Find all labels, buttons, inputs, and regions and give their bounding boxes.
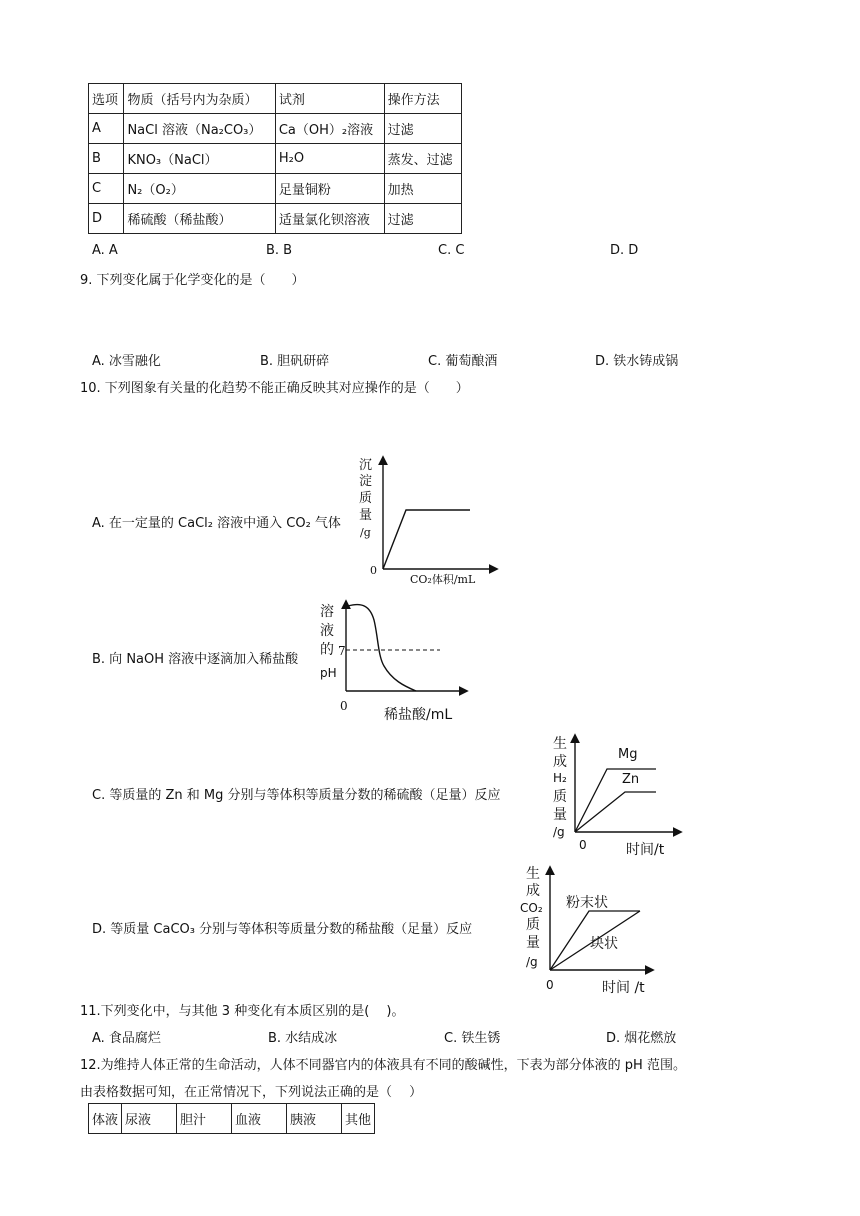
table-row <box>89 84 462 114</box>
table-header-cell: 选项 <box>89 84 124 114</box>
graph-b-origin: 0 <box>340 699 348 713</box>
graph-b-tick-7: 7 <box>338 644 346 658</box>
q9-option-a[interactable]: A. 冰雪融化 <box>92 354 161 369</box>
q8-option-b[interactable]: B. B <box>266 243 293 258</box>
graph-c-origin: 0 <box>579 838 587 852</box>
graph-d-ylabel-6: /g <box>526 955 538 969</box>
graph-b-ylabel-4: pH <box>320 666 337 680</box>
q12-table <box>88 1103 375 1134</box>
table-header-cell: 试剂 <box>275 84 384 114</box>
graph-a-ylabel-3: 质 <box>359 491 373 506</box>
graph-c-ylabel-1: 生 <box>553 736 567 752</box>
q9-option-d[interactable]: D. 铁水铸成锅 <box>595 354 679 369</box>
table-cell: 稀硫酸（稀盐酸） <box>124 204 275 234</box>
table-cell: B <box>89 144 124 174</box>
graph-d-ylabel-5: 量 <box>526 935 540 951</box>
graph-a-ylabel-unit: /g <box>360 526 371 539</box>
table-header-cell: 其他 <box>342 1104 375 1134</box>
table-row <box>89 144 462 174</box>
q10-option-d[interactable]: D. 等质量 CaCO₃ 分别与等体积等质量分数的稀盐酸（足量）反应 <box>92 922 473 937</box>
table-cell: 蒸发、过滤 <box>384 144 461 174</box>
graph-c-ylabel-3: H₂ <box>553 771 567 785</box>
q11-option-d[interactable]: D. 烟花燃放 <box>606 1031 677 1046</box>
graph-a <box>350 452 500 587</box>
table-cell: 过滤 <box>384 114 461 144</box>
graph-b-curve <box>348 605 416 691</box>
q11-option-c[interactable]: C. 铁生锈 <box>444 1031 501 1046</box>
graph-c-label-mg: Mg <box>618 747 638 762</box>
graph-d-label-powder: 粉末状 <box>566 895 608 911</box>
graph-b-ylabel-3: 的 <box>320 642 334 658</box>
graph-d-xlabel: 时间 /t <box>602 980 645 996</box>
table-row <box>89 174 462 204</box>
graph-c-xlabel: 时间/t <box>626 842 665 858</box>
table-cell: N₂（O₂） <box>124 174 275 204</box>
table-header-cell: 操作方法 <box>384 84 461 114</box>
table-cell: C <box>89 174 124 204</box>
graph-c-ylabel-6: /g <box>553 825 565 839</box>
graph-b <box>318 596 470 724</box>
q12-stem-line-2: 由表格数据可知，在正常情况下，下列说法正确的是（ ） <box>80 1085 423 1100</box>
q8-table <box>88 83 462 234</box>
q10-stem: 10. 下列图象有关量的化趋势不能正确反映其对应操作的是（ ） <box>80 381 469 396</box>
table-cell: KNO₃（NaCl） <box>124 144 275 174</box>
graph-b-ylabel-2: 液 <box>320 623 334 639</box>
graph-d-label-lump: 块状 <box>590 936 618 952</box>
graph-a-xlabel: CO₂体积/mL <box>410 573 476 586</box>
table-cell: 加热 <box>384 174 461 204</box>
table-row <box>89 1104 375 1134</box>
table-header-cell: 尿液 <box>122 1104 177 1134</box>
graph-c-series-zn <box>575 792 656 832</box>
q10-option-c[interactable]: C. 等质量的 Zn 和 Mg 分别与等体积等质量分数的稀硫酸（足量）反应 <box>92 788 501 803</box>
table-header-cell: 胆汁 <box>177 1104 232 1134</box>
graph-b-xlabel: 稀盐酸/mL <box>384 707 453 723</box>
graph-d-origin: 0 <box>546 978 554 992</box>
graph-a-origin: 0 <box>370 564 377 577</box>
table-header-cell: 血液 <box>232 1104 287 1134</box>
q11-option-b[interactable]: B. 水结成冰 <box>268 1031 338 1046</box>
q12-stem-line-1: 12.为维持人体正常的生命活动，人体不同器官内的体液具有不同的酸碱性，下表为部分体液的 pH 范围。 <box>80 1058 686 1073</box>
q9-stem: 9. 下列变化属于化学变化的是（ ） <box>80 273 305 288</box>
graph-a-ylabel-4: 量 <box>359 508 373 523</box>
table-header-cell: 体液 <box>89 1104 122 1134</box>
table-cell: D <box>89 204 124 234</box>
q8-option-c[interactable]: C. C <box>438 243 465 258</box>
table-cell: A <box>89 114 124 144</box>
table-row <box>89 114 462 144</box>
q8-option-d[interactable]: D. D <box>610 243 639 258</box>
graph-d-ylabel-3: CO₂ <box>520 901 543 915</box>
graph-d-ylabel-4: 质 <box>526 917 540 933</box>
graph-c <box>550 730 684 862</box>
table-header-cell: 物质（括号内为杂质） <box>124 84 275 114</box>
graph-d-ylabel-1: 生 <box>526 866 540 882</box>
q10-option-b[interactable]: B. 向 NaOH 溶液中逐滴加入稀盐酸 <box>92 652 299 667</box>
q8-option-a[interactable]: A. A <box>92 243 118 258</box>
graph-b-ylabel-1: 溶 <box>320 604 334 620</box>
table-cell: 适量氯化钡溶液 <box>275 204 384 234</box>
q9-option-c[interactable]: C. 葡萄酿酒 <box>428 354 498 369</box>
table-cell: Ca（OH）₂溶液 <box>275 114 384 144</box>
table-cell: 过滤 <box>384 204 461 234</box>
graph-c-ylabel-5: 量 <box>553 807 567 823</box>
table-cell: 足量铜粉 <box>275 174 384 204</box>
graph-a-line <box>383 510 470 569</box>
q9-option-b[interactable]: B. 胆矾研碎 <box>260 354 330 369</box>
graph-d-ylabel-2: 成 <box>526 883 540 899</box>
table-header-cell: 胰液 <box>287 1104 342 1134</box>
q11-option-a[interactable]: A. 食品腐烂 <box>92 1031 161 1046</box>
graph-a-ylabel-2: 淀 <box>359 474 373 489</box>
graph-c-label-zn: Zn <box>622 772 640 787</box>
table-row <box>89 204 462 234</box>
graph-c-ylabel-2: 成 <box>553 754 567 770</box>
table-cell: H₂O <box>275 144 384 174</box>
q11-stem: 11.下列变化中，与其他 3 种变化有本质区别的是( )。 <box>80 1004 405 1019</box>
graph-d <box>520 862 656 998</box>
graph-c-ylabel-4: 质 <box>553 789 567 805</box>
q10-option-a[interactable]: A. 在一定量的 CaCl₂ 溶液中通入 CO₂ 气体 <box>92 516 341 531</box>
table-cell: NaCl 溶液（Na₂CO₃） <box>124 114 275 144</box>
graph-a-ylabel-1: 沉 <box>359 458 373 473</box>
